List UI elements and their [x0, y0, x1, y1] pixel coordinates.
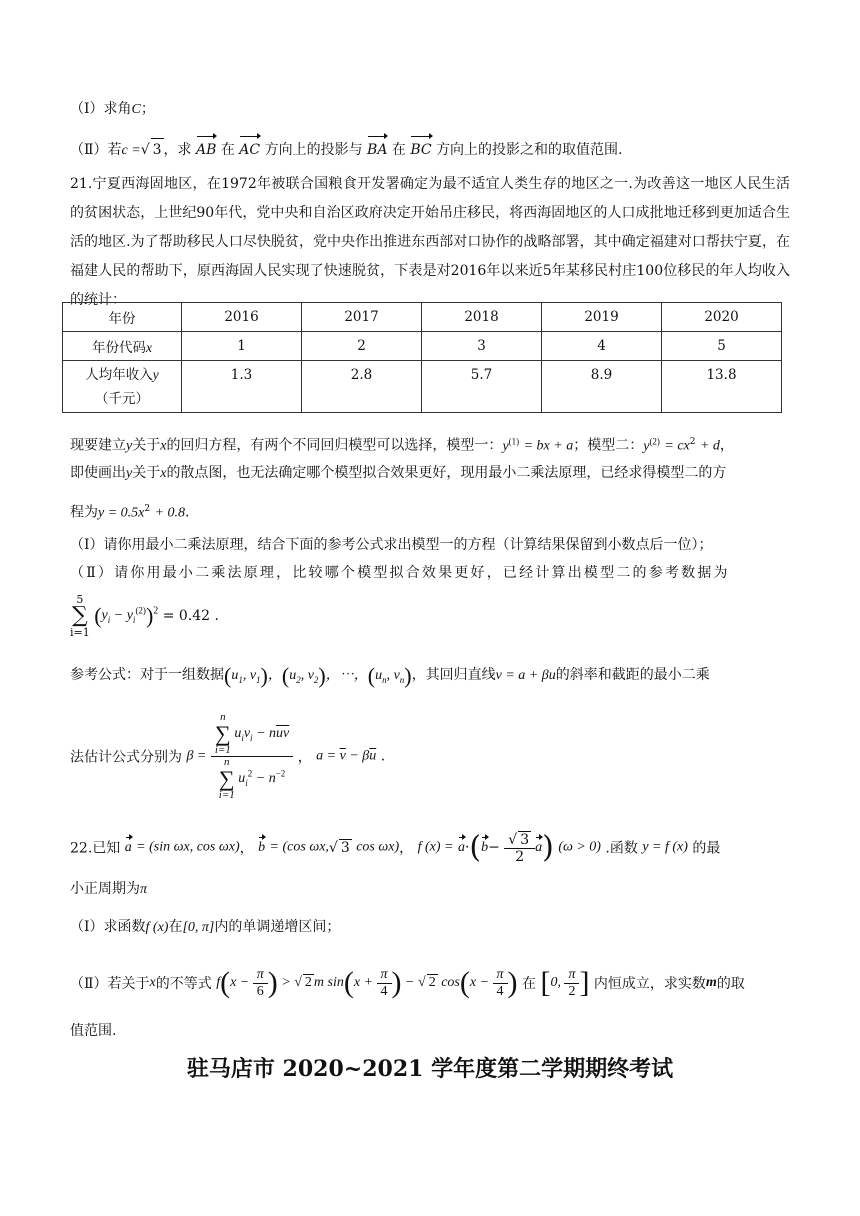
- income-label: 人均年收入: [85, 366, 153, 383]
- q21-part1: （Ⅰ）请你用最小二乘法原理，结合下面的参考公式求出模型一的方程（计算结果保留到小数点后一位）；: [70, 537, 713, 553]
- vector-bc: BC: [410, 139, 431, 161]
- vector-b-def-tail: cos ωx): [356, 839, 400, 855]
- exam-title: 驻马店市 2020~2021 学年度第二学期期终考试: [186, 1056, 674, 1082]
- table-cell: 1: [182, 332, 302, 361]
- q21-text: 关于: [132, 437, 161, 454]
- income-table: [62, 302, 782, 413]
- q22-text: 的不等式: [155, 976, 212, 992]
- vector-a-def: = (sin ωx, cos ωx): [136, 839, 240, 855]
- model2-solved: y = 0.5x: [98, 505, 145, 521]
- reference-formula: [70, 664, 790, 691]
- q21-intro: 21.宁夏西海固地区，在1972年被联合国粮食开发署确定为最不适宜人类生存的地区之一.为改善这一地区人民生活的贫困状态，上世纪90年代，党中央和自治区政府决定开始吊庄移民，将西海固地区的人口成批地迁移到更加适合生活的地区.为了帮助移民人口尽快脱贫，党中央作出推进东西部对口协作的战略部署，其中确定福建对口帮扶宁夏，在福建人民的帮助下，原西海固人民实现了快速脱贫，下表是对2016年以来近5年某移民村庄100位移民的年人均收入的统计：: [70, 176, 790, 308]
- estimator-formula: 法估计公式分别为 β = n ∑ i=1 $u_iv_i - n\overline{u}\overline{v}$ n ∑ i=1 $u_i^2 - n^{-2}$ ， $a = \overline{v} - \beta\overline{u}$ .: [70, 711, 386, 801]
- q20-text: 方向上的投影之和的取值范围.: [436, 142, 623, 158]
- q22-part2: [70, 966, 790, 1000]
- sigma: 5 ∑ i=1: [70, 593, 90, 639]
- a-equals: a =: [316, 748, 337, 764]
- q21-models: 现要建立y关于x的回归方程，有两个不同回归模型可以选择，模型一：$y^{(1)}$ = bx + a；模型二：$y^{(2)} = cx^2 + d$，: [70, 436, 734, 454]
- sigma-bottom: i=1: [214, 744, 231, 756]
- q22-stem: 22.已知 a = (sin ωx, cos ωx)， b = (cos ωx,√ 3 cos ωx)， f (x) = a·(b− $\frac{√ 3}{2}$ a) (ω > 0) .函数 y = f (x) 的最: [70, 830, 721, 865]
- interval-0-pi-half: [0, $\frac{\pi}{2}$ ]: [540, 966, 590, 999]
- var-y: y: [152, 366, 159, 382]
- q21-text: 现要建立: [70, 437, 126, 454]
- table-cell: 8.9: [542, 361, 662, 413]
- model1-y: $y^{(1)}$: [502, 436, 520, 454]
- beta-equals: β =: [186, 748, 207, 764]
- table-cell: 5: [662, 332, 782, 361]
- model1-equation: = bx + a: [523, 438, 574, 454]
- q21-line2: [70, 462, 790, 485]
- var-x: x: [160, 438, 167, 454]
- q21-text: 关于: [132, 465, 161, 481]
- q21-text: 的回归方程，有两个不同回归模型可以选择，模型一：: [166, 437, 503, 454]
- c-equation: c =: [121, 143, 141, 158]
- q22-part2-line2: 值范围.: [70, 1023, 117, 1039]
- var-x: x: [160, 466, 167, 481]
- vector-ba: BA: [367, 139, 387, 161]
- table-cell: 1.3: [182, 361, 302, 413]
- q21-text: .: [185, 504, 190, 521]
- table-cell: 5.7: [422, 361, 542, 413]
- residual-value: = 0.42 .: [162, 608, 219, 624]
- table-cell: 2019: [542, 303, 662, 332]
- table-row-year: [63, 303, 782, 332]
- pi-symbol: π: [140, 882, 148, 897]
- beta-numerator: n ∑ i=1 $u_iv_i - n\overline{u}\overline{v}$: [211, 712, 293, 757]
- residual-sum: [70, 594, 790, 638]
- a-tail: − β: [349, 748, 370, 764]
- sqrt-three: 3: [151, 138, 164, 161]
- var-x: x: [149, 975, 156, 990]
- sigma-bottom: i=1: [70, 626, 90, 639]
- q21-text: 参考公式：对于一组数据: [70, 667, 224, 683]
- q21-line3: 程为$y = 0.5x^2 + 0.8$.: [70, 504, 190, 521]
- omega-condition: (ω > 0): [558, 839, 601, 855]
- var-x: x: [146, 340, 152, 355]
- table-cell: 2: [302, 332, 422, 361]
- q22-text: 内恒成立，求实数: [593, 976, 706, 992]
- q21-text: ，: [719, 437, 734, 454]
- table-cell: 2018: [422, 303, 542, 332]
- q22-line2: [70, 878, 790, 901]
- income-unit: （千元）: [95, 390, 149, 407]
- sigma-bottom: i=1: [218, 789, 235, 801]
- q21-text: 即使画出: [70, 465, 126, 481]
- beta-denominator: n ∑ i=1 $u_i^2 - n^{-2}$: [218, 756, 286, 801]
- table-cell: 4: [542, 332, 662, 361]
- vector-ac: AC: [239, 139, 260, 161]
- q20-part1: [70, 98, 790, 121]
- vector-b: b: [258, 839, 266, 855]
- regression-line: v = a + βu: [495, 668, 556, 683]
- q22-text: 在: [522, 976, 536, 992]
- q21-part2: （Ⅱ）请你用最小二乘法原理，比较哪个模型拟合效果更好，已经计算出模型二的参考数据为: [70, 565, 730, 581]
- table-cell: 2.8: [302, 361, 422, 413]
- table-cell-label: [63, 332, 182, 361]
- table-cell-label: [63, 361, 182, 413]
- q20-part2-text: （Ⅱ）若: [70, 142, 122, 158]
- q21-text: 的斜率和截距的最小二乘: [555, 667, 710, 683]
- vector-b-def: = (cos ωx,: [269, 839, 329, 855]
- table-cell: 2020: [662, 303, 782, 332]
- table-cell: 年份: [63, 303, 182, 332]
- var-y: y: [126, 466, 133, 481]
- q22-text: 在: [168, 919, 183, 935]
- y-equals-f: y = f (x): [642, 839, 688, 855]
- var-c: C: [131, 102, 141, 117]
- sigma-top: 5: [76, 593, 84, 606]
- q20-part1-suffix: ；: [140, 101, 155, 117]
- q21-text: ，其回归直线: [411, 667, 496, 683]
- q20-part1-text: （Ⅰ）求角: [70, 101, 132, 117]
- q22-text: 小正周期为: [70, 881, 140, 897]
- model2-equation: = cx: [664, 438, 690, 454]
- table-row-code: [63, 332, 782, 361]
- q22-text: 内的单调递增区间；: [214, 919, 341, 935]
- q21-text: 法估计公式分别为: [70, 749, 182, 766]
- q22-text: （Ⅰ）求函数: [70, 919, 146, 935]
- q20-part2: （Ⅱ）若c =√ 3 ，求 AB 在 AC 方向上的投影与 BA 在 BC 方向上的投影之和的取值范围.: [70, 138, 790, 162]
- q22-text: （Ⅱ）若关于: [70, 976, 150, 992]
- table-cell: 2017: [302, 303, 422, 332]
- model2-y: $y^{(2)}$: [643, 436, 660, 454]
- sigma-top: n: [224, 756, 230, 768]
- q21-text: .: [380, 748, 386, 765]
- interval: [0, π]: [182, 920, 215, 935]
- denominator-tail: − n: [255, 771, 276, 787]
- f-definition: f (x) =: [417, 839, 454, 855]
- code-label: 年份代码: [92, 340, 146, 356]
- q22-text: .函数: [605, 840, 638, 857]
- inequality: f(x − $\frac{\pi}{6}$ ) > √ 2 m sin(x + $\frac{\pi}{4}$ ) − √ 2 cos(x − $\frac{\pi}{4}$ ): [216, 966, 518, 999]
- sqrt3-over-2: $\frac{√ 3}{2}$: [504, 831, 535, 865]
- residual-term: $(y_i - y_i^{(2)})^2$: [94, 603, 159, 628]
- q21-text: 程为: [70, 504, 98, 521]
- table-cell: 3: [422, 332, 542, 361]
- f-of-x: f (x): [145, 920, 169, 935]
- vector-ab: AB: [196, 139, 216, 161]
- intercept-formula: $a = \overline{v} - \beta\overline{u}$: [316, 748, 377, 764]
- q22-text: 的最: [692, 840, 721, 857]
- q22-text: 的取: [716, 976, 745, 992]
- q20-text: 方向上的投影与: [264, 142, 363, 158]
- var-m: m: [705, 975, 717, 990]
- q22-text: 22.已知: [70, 840, 121, 857]
- q21-text: 的散点图，也无法确定哪个模型拟合效果更好，现用最小二乘法原理，已经求得模型二的方: [166, 465, 727, 481]
- q22-part1: [70, 916, 790, 939]
- q20-text: 在: [220, 142, 235, 158]
- q21-text: ；模型二：: [573, 437, 644, 454]
- sigma-top: n: [220, 711, 226, 723]
- var-y: y: [126, 438, 133, 454]
- beta-fraction: [211, 712, 293, 801]
- q20-text: ，求: [163, 142, 192, 158]
- table-cell: 13.8: [662, 361, 782, 413]
- vector-a: a: [124, 839, 132, 855]
- numerator-tail: − n: [256, 726, 277, 742]
- data-pairs: ($u_1$, $v_1$)，($u_2$, $v_2$)，⋯，($u_n$, $v_n$): [224, 662, 412, 688]
- q20-text: 在: [391, 142, 406, 158]
- table-cell: 2016: [182, 303, 302, 332]
- model2-solved-tail: + 0.8: [154, 505, 186, 521]
- model2-tail: + d: [699, 438, 720, 454]
- table-row-income: [63, 361, 782, 413]
